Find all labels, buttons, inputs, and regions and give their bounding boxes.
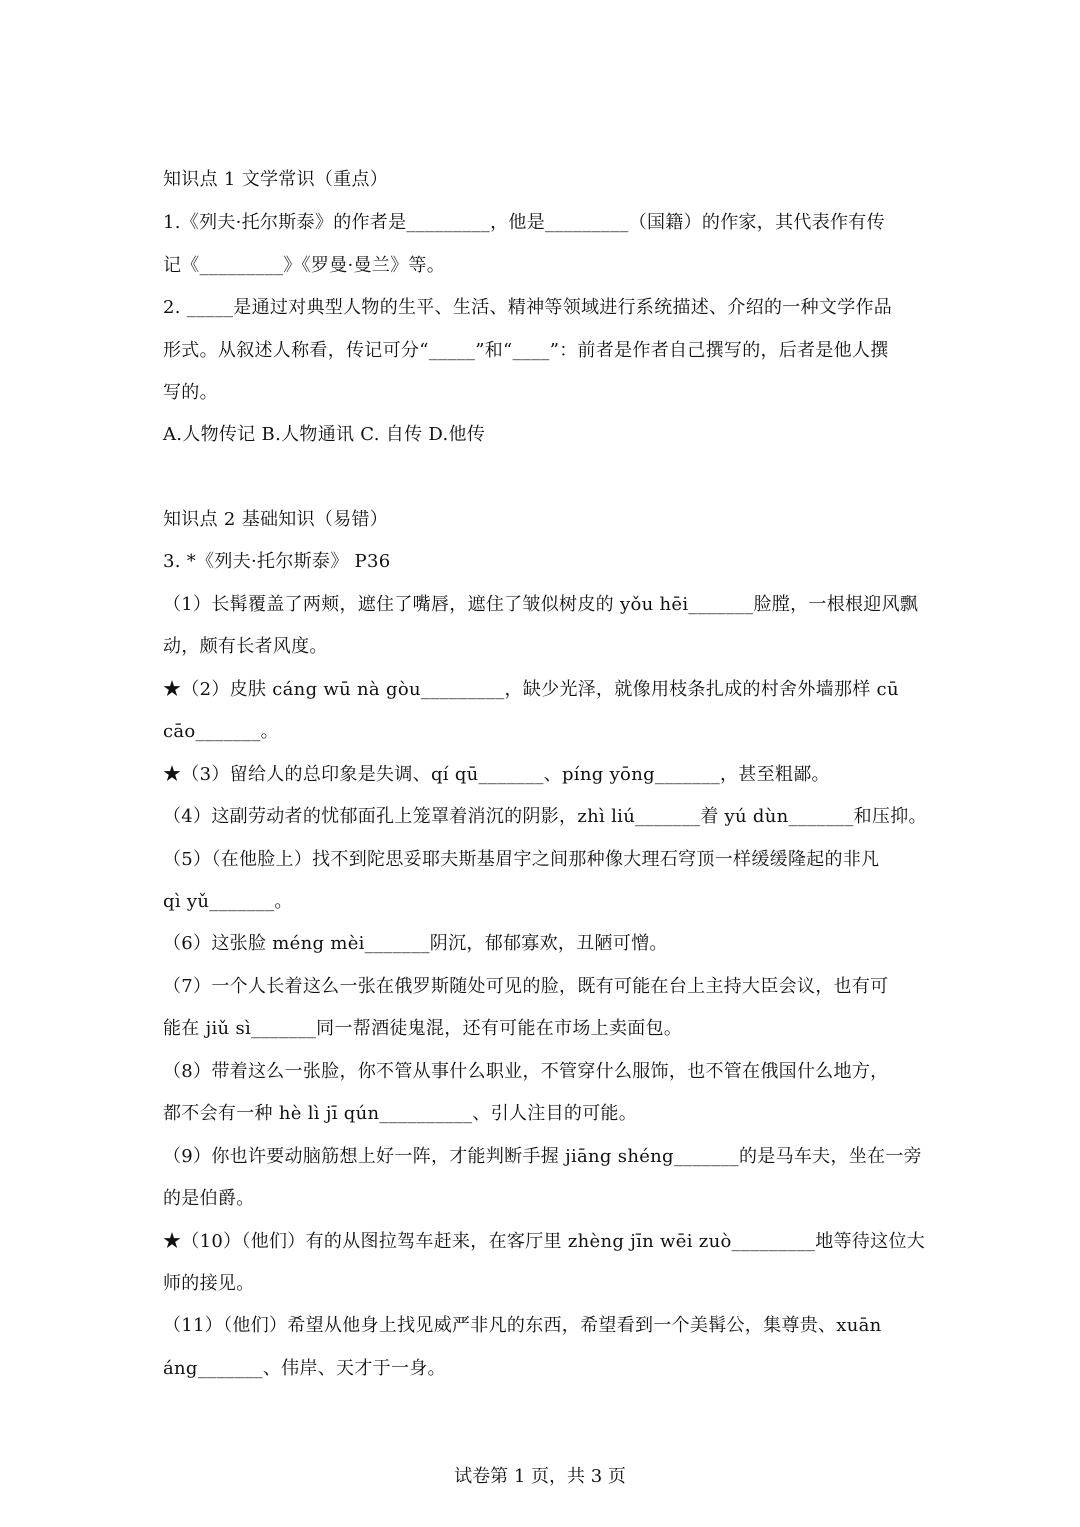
- item-8-line1: （8）带着这么一张脸，你不管从事什么职业，不管穿什么服饰，也不管在俄国什么地方，: [163, 1061, 889, 1082]
- item-2-line2: cāo_______。: [163, 721, 279, 742]
- item-9-line1: （9）你也许要动脑筋想上好一阵，才能判断手握 jiāng shéng_______的是马车夫，坐在一旁: [163, 1146, 922, 1167]
- item-10-line2: 师的接见。: [163, 1273, 255, 1294]
- q1-line1: 1.《列夫·托尔斯泰》的作者是_________，他是_________（国籍）的作家，其代表作有传: [163, 212, 885, 233]
- q2-line2: 形式。从叙述人称看，传记可分“_____”和“____”：前者是作者自己撰写的，后者是他人撰: [163, 340, 889, 361]
- q3-title: 3. *《列夫·托尔斯泰》 P36: [163, 551, 391, 572]
- item-7-line2: 能在 jiǔ sì_______同一帮酒徒鬼混，还有可能在市场上卖面包。: [163, 1018, 683, 1039]
- item-6: （6）这张脸 méng mèi_______阴沉，郁郁寡欢，丑陋可憎。: [163, 933, 668, 954]
- item-4: （4）这副劳动者的忧郁面孔上笼罩着消沉的阴影，zhì liú_______着 yú dùn_______和压抑。: [163, 806, 927, 827]
- section2-heading: 知识点 2 基础知识（易错）: [163, 509, 389, 530]
- q1-line2: 记《_________》《罗曼·曼兰》等。: [163, 255, 446, 276]
- item-3: ★（3）留给人的总印象是失调、qí qū_______、píng yōng_______，甚至粗鄙。: [163, 764, 830, 785]
- q2-line3: 写的。: [163, 382, 218, 403]
- item-9-line2: 的是伯爵。: [163, 1188, 255, 1209]
- item-1-line2: 动，颇有长者风度。: [163, 636, 328, 657]
- item-8-line2: 都不会有一种 hè lì jī qún__________、引人注目的可能。: [163, 1103, 638, 1124]
- item-11-line1: （11）（他们）希望从他身上找见威严非凡的东西，希望看到一个美髯公，集尊贵、xuān: [163, 1315, 882, 1336]
- item-1-line1: （1）长髯覆盖了两颊，遮住了嘴唇，遮住了皱似树皮的 yǒu hēi_______脸膛，一根根迎风飘: [163, 594, 919, 615]
- item-2-line1: ★（2）皮肤 cáng wū nà gòu_________，缺少光泽，就像用枝条扎成的村舍外墙那样 cū: [163, 679, 899, 700]
- item-5-line1: （5）（在他脸上）找不到陀思妥耶夫斯基眉宇之间那种像大理石穹顶一样缓缓隆起的非凡: [163, 849, 880, 870]
- page-footer: 试卷第 1 页，共 3 页: [454, 1466, 626, 1487]
- item-5-line2: qì yǔ_______。: [163, 891, 293, 912]
- q2-line1: 2. _____是通过对典型人物的生平、生活、精神等领域进行系统描述、介绍的一种文学作品: [163, 297, 893, 318]
- section1-heading: 知识点 1 文学常识（重点）: [163, 169, 389, 190]
- item-7-line1: （7）一个人长着这么一张在俄罗斯随处可见的脸，既有可能在台上主持大臣会议，也有可: [163, 976, 889, 997]
- item-11-line2: áng_______、伟岸、天才于一身。: [163, 1358, 446, 1379]
- item-10-line1: ★（10）（他们）有的从图拉驾车赶来，在客厅里 zhèng jīn wēi zuò_________地等待这位大: [163, 1231, 926, 1252]
- q2-options: A.人物传记 B.人物通讯 C. 自传 D.他传: [163, 424, 486, 445]
